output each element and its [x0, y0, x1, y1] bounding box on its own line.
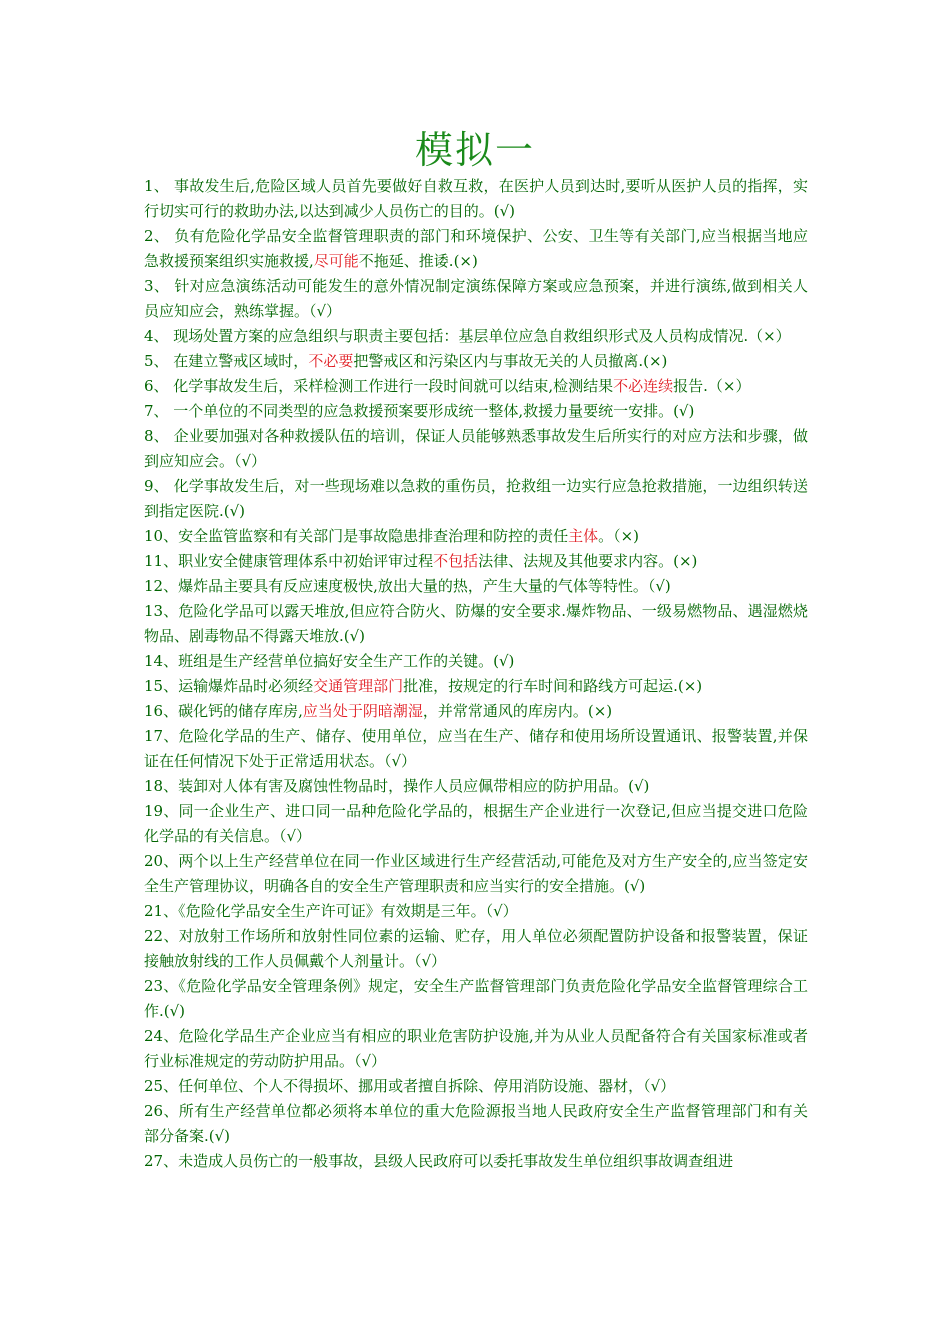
- question-text: 9、 化学事故发生后，对一些现场难以急救的重伤员，抢救组一边实行应急抢救措施，一边组织转送到指定医院.(√): [144, 477, 808, 520]
- question-text: 把警戒区和污染区内与事故无关的人员撤离.(×): [353, 352, 668, 370]
- question-item: [144, 1074, 808, 1099]
- question-item: [144, 724, 808, 774]
- question-item: [144, 974, 808, 1024]
- question-item: [144, 574, 808, 599]
- question-item: [144, 424, 808, 474]
- question-item: [144, 649, 808, 674]
- question-text: 1、 事故发生后,危险区域人员首先要做好自救互救，在医护人员到达时,要听从医护人员的指挥，实行切实可行的救助办法,以达到减少人员伤亡的目的。(√): [144, 177, 808, 220]
- question-item: [144, 549, 808, 574]
- question-item: [144, 674, 808, 699]
- question-emphasis-text: 应当处于阴暗潮湿: [302, 702, 423, 720]
- question-item: [144, 774, 808, 799]
- question-text: 27、未造成人员伤亡的一般事故，县级人民政府可以委托事故发生单位组织事故调查组进: [144, 1152, 734, 1170]
- question-text: 26、所有生产经营单位都必须将本单位的重大危险源报当地人民政府安全生产监督管理部门和有关部分备案.(√): [144, 1102, 808, 1145]
- question-item: [144, 699, 808, 724]
- question-emphasis-text: 不必连续: [613, 377, 674, 395]
- question-text: 23、《危险化学品安全管理条例》规定，安全生产监督管理部门负责危险化学品安全监督管理综合工作.(√): [144, 977, 808, 1020]
- question-text: 6、 化学事故发生后，采样检测工作进行一段时间就可以结束,检测结果: [144, 377, 614, 395]
- question-text: 批准，按规定的行车时间和路线方可起运.(×): [403, 677, 703, 695]
- question-emphasis-text: 不必要: [308, 352, 354, 370]
- question-item: [144, 849, 808, 899]
- question-text: 22、对放射工作场所和放射性同位素的运输、贮存，用人单位必须配置防护设备和报警装置，保证接触放射线的工作人员佩戴个人剂量计。（√）: [144, 927, 808, 970]
- question-item: [144, 274, 808, 324]
- question-item: [144, 374, 808, 399]
- question-text: 15、运输爆炸品时必须经: [144, 677, 314, 695]
- question-text: 24、危险化学品生产企业应当有相应的职业危害防护设施,并为从业人员配备符合有关国家标准或者行业标准规定的劳动防护用品。（√）: [144, 1027, 808, 1070]
- question-item: [144, 599, 808, 649]
- question-item: [144, 799, 808, 849]
- question-text: 17、危险化学品的生产、储存、使用单位，应当在生产、储存和使用场所设置通讯、报警装置,并保证在任何情况下处于正常适用状态。（√）: [144, 727, 808, 770]
- question-text: 8、 企业要加强对各种救援队伍的培训，保证人员能够熟悉事故发生后所实行的对应方法和步骤，做到应知应会。（√）: [144, 427, 808, 470]
- question-text: 13、危险化学品可以露天堆放,但应符合防火、防爆的安全要求.爆炸物品、一级易燃物品、遇湿燃烧物品、剧毒物品不得露天堆放.(√): [144, 602, 808, 645]
- question-item: [144, 324, 808, 349]
- question-text: 不拖延、推诿.(×): [358, 252, 478, 270]
- question-text: 2、 负有危险化学品安全监督管理职责的部门和环境保护、公安、卫生等有关部门,应当根据当地应急救援预案组织实施救援,: [144, 227, 808, 270]
- question-text: 7、 一个单位的不同类型的应急救援预案要形成统一整体,救援力量要统一安排。(√): [144, 402, 695, 420]
- question-text: 19、同一企业生产、进口同一品种危险化学品的，根据生产企业进行一次登记,但应当提交进口危险化学品的有关信息。（√）: [144, 802, 808, 845]
- question-emphasis-text: 尽可能: [313, 252, 359, 270]
- question-item: [144, 899, 808, 924]
- question-item: [144, 524, 808, 549]
- question-text: 16、碳化钙的储存库房,: [144, 702, 303, 720]
- question-item: [144, 924, 808, 974]
- question-text: 20、两个以上生产经营单位在同一作业区域进行生产经营活动,可能危及对方生产安全的,应当签定安全生产管理协议，明确各自的安全生产管理职责和应当实行的安全措施。(√): [144, 852, 808, 895]
- question-text: 报告.（×）: [673, 377, 751, 395]
- question-text: 14、班组是生产经营单位搞好安全生产工作的关键。(√): [144, 652, 515, 670]
- question-text: 5、 在建立警戒区域时，: [144, 352, 309, 370]
- page-title: 模拟一: [414, 128, 535, 172]
- question-text: 12、爆炸品主要具有反应速度极快,放出大量的热，产生大量的气体等特性。（√): [144, 577, 671, 595]
- question-item: [144, 399, 808, 424]
- question-emphasis-text: 交通管理部门: [313, 677, 404, 695]
- question-item: [144, 474, 808, 524]
- question-text: 法律、法规及其他要求内容。(×): [478, 552, 698, 570]
- question-item: [144, 224, 808, 274]
- question-emphasis-text: 主体: [568, 527, 599, 545]
- question-text: 25、任何单位、个人不得损坏、挪用或者擅自拆除、停用消防设施、器材，（√）: [144, 1077, 676, 1095]
- question-text: 18、装卸对人体有害及腐蚀性物品时，操作人员应佩带相应的防护用品。(√): [144, 777, 650, 795]
- question-item: [144, 1149, 808, 1174]
- question-text: 3、 针对应急演练活动可能发生的意外情况制定演练保障方案或应急预案，并进行演练,做到相关人员应知应会，熟练掌握。（√）: [144, 277, 808, 320]
- question-text: 4、 现场处置方案的应急组织与职责主要包括：基层单位应急自救组织形式及人员构成情况.（×）: [144, 327, 791, 345]
- question-item: [144, 1024, 808, 1074]
- question-text: 10、安全监管监察和有关部门是事故隐患排查治理和防控的责任: [144, 527, 569, 545]
- question-list: [144, 174, 808, 1174]
- question-item: [144, 174, 808, 224]
- question-text: 11、职业安全健康管理体系中初始评审过程: [144, 552, 434, 570]
- question-emphasis-text: 不包括: [433, 552, 479, 570]
- question-text: 21、《危险化学品安全生产许可证》有效期是三年。（√）: [144, 902, 518, 920]
- question-item: [144, 1099, 808, 1149]
- question-text: ，并常常通风的库房内。(×): [422, 702, 613, 720]
- question-item: [144, 349, 808, 374]
- question-text: 。（×): [598, 527, 640, 545]
